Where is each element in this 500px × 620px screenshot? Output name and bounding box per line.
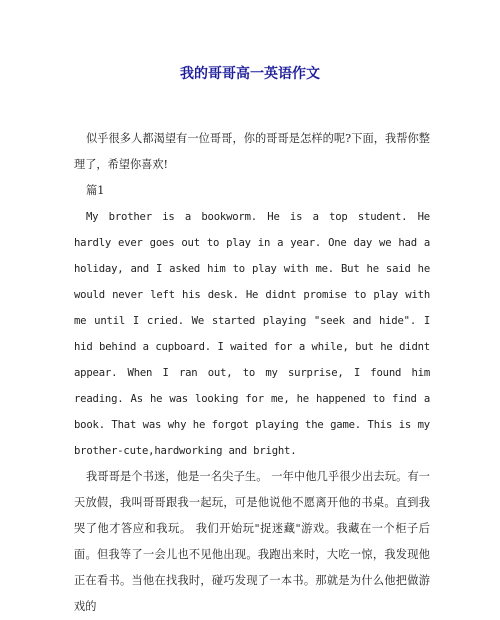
document-title: 我的哥哥高一英语作文 xyxy=(180,66,320,82)
section-heading: 篇1 xyxy=(86,184,105,197)
chinese-translation-paragraph: 我哥哥是个书迷，他是一名尖子生。 一年中他几乎很少出去玩。有一天放假，我叫哥哥跟我一起玩，可是他说他不愿离开他的书桌。直到我哭了他才答应和我玩。 我们开始玩"捉迷藏"游戏。我藏在一个柜子后面。但我等了一会儿也不见他出现。我跑出来时，大吃一惊，我发现他正在看书。当他在找我时，碰巧发现了一本书。那就是为什么他把做游戏的 xyxy=(74,470,430,613)
english-essay-paragraph: My brother is a bookworm. He is a top student. He hardly ever goes out to play in a year. One day we had a holiday, and I asked him to play with me. But he said he would never left his desk. He didnt promise to play with me until I cried. We started playing "seek and hide". I hid behind a cupboard. I waited for a while, but he didnt appear. When I ran out, to my surprise, I found him reading. As he was looking for me, he happened to find a book. That was why he forgot playing the game. This is my brother-cute,hardworking and bright. xyxy=(74,211,430,457)
document-body xyxy=(74,126,430,620)
intro-paragraph: 似乎很多人都渴望有一位哥哥，你的哥哥是怎样的呢?下面，我帮你整理了，希望你喜欢! xyxy=(74,132,430,171)
